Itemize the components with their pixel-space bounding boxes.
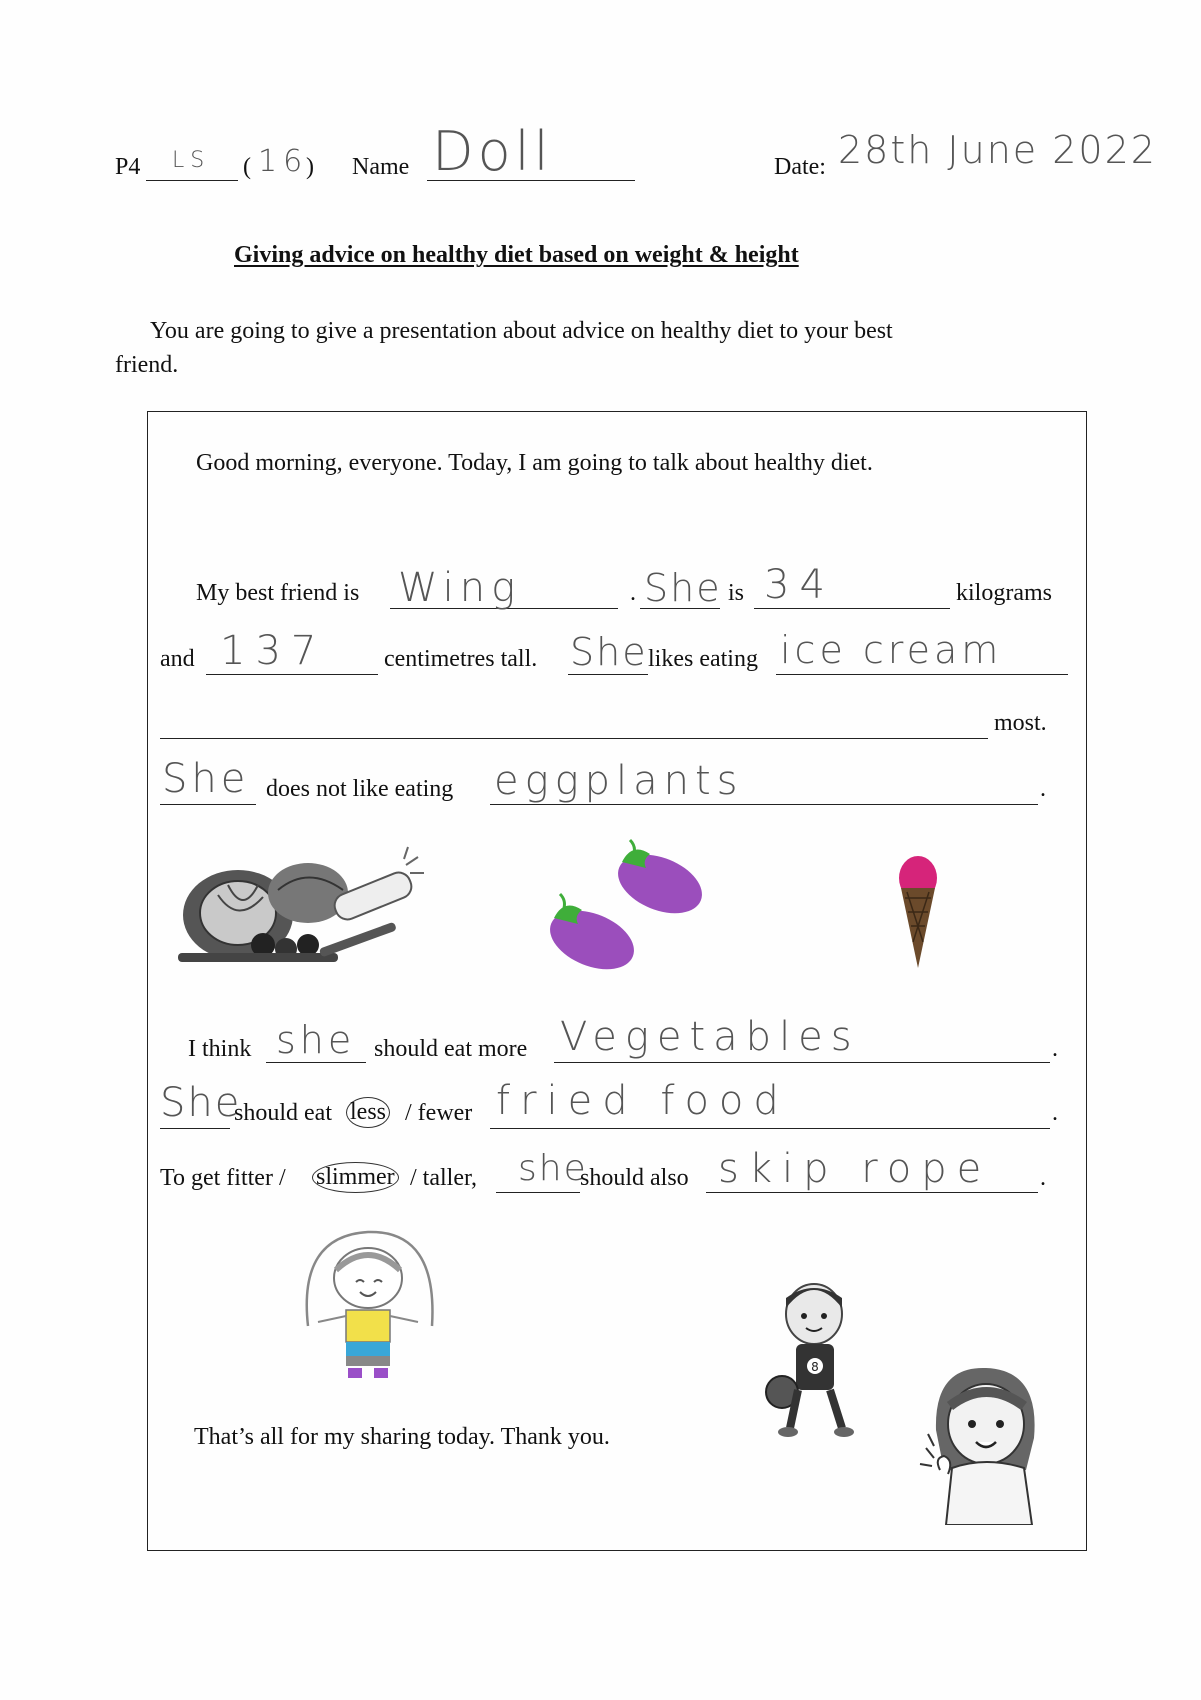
activity-value: skip rope — [718, 1146, 992, 1192]
pronoun-4: She — [162, 756, 250, 802]
eat-more-food: Vegetables — [560, 1014, 860, 1060]
friend-name: Wing — [398, 565, 522, 611]
should-also-label: should also — [580, 1165, 689, 1191]
closing-text: That’s all for my sharing today. Thank you. — [194, 1424, 610, 1450]
taller-option: / taller, — [410, 1165, 478, 1191]
instructions: You are going to give a presentation about advice on healthy diet to your best — [150, 318, 893, 344]
l4-dot: . — [1040, 776, 1046, 802]
disliked-food: eggplants — [494, 758, 744, 804]
pronoun-2: She — [570, 630, 648, 674]
eat-less-label: should eat — [234, 1100, 332, 1126]
eggplant-drawing — [530, 832, 710, 982]
dislike-line — [490, 804, 1038, 805]
worksheet-title: Giving advice on healthy diet based on weight & height — [234, 242, 799, 268]
pronoun-line-6 — [160, 1128, 230, 1129]
most-label: most. — [994, 710, 1047, 736]
pronoun-7: she — [518, 1148, 588, 1189]
close-paren: ) — [306, 154, 314, 180]
svg-text:8: 8 — [811, 1360, 819, 1374]
class-number: 16 — [258, 144, 309, 179]
likes-line — [776, 674, 1068, 675]
class-value: LS — [172, 148, 211, 173]
name-value: Doll — [432, 120, 553, 183]
l6-dot: . — [1052, 1100, 1058, 1126]
l5-dot: . — [1052, 1036, 1058, 1062]
think-label: I think — [188, 1036, 252, 1062]
l1-dot: . — [630, 580, 636, 606]
greeting: Good morning, everyone. Today, I am going to talk about healthy diet. — [196, 450, 873, 476]
centimetres-label: centimetres tall. — [384, 646, 538, 672]
name-label: Name — [352, 154, 410, 180]
fewer-option: / fewer — [405, 1100, 473, 1126]
girl-pointing-illustration — [906, 1360, 1046, 1525]
likes-line-cont — [160, 738, 988, 739]
pronoun-line-5 — [266, 1062, 366, 1063]
pronoun-line-2 — [568, 674, 648, 675]
open-paren: ( — [243, 154, 251, 180]
fitter-label: To get fitter / — [160, 1165, 286, 1191]
weight-value: 34 — [764, 562, 835, 608]
kilograms-label: kilograms — [956, 580, 1052, 606]
date-value: 28th June 2022 — [838, 128, 1157, 172]
class-line — [146, 180, 238, 181]
likes-label: likes eating — [648, 646, 758, 672]
pronoun-1: She — [644, 566, 722, 610]
instructions-cont: friend. — [115, 352, 179, 378]
vegetables-illustration — [168, 845, 448, 970]
and-label: and — [160, 646, 195, 672]
height-value: 137 — [220, 628, 327, 674]
date-label: Date: — [774, 154, 826, 180]
less-option: less — [346, 1097, 390, 1128]
eat-more-label: should eat more — [374, 1036, 528, 1062]
l7-dot: . — [1040, 1165, 1046, 1191]
weight-line — [754, 608, 950, 609]
ice-cream-drawing — [893, 852, 943, 972]
is-label: is — [728, 580, 745, 606]
activity-line — [706, 1192, 1038, 1193]
class-label: P4 — [115, 154, 141, 180]
pronoun-6: She — [160, 1080, 242, 1126]
best-friend-label: My best friend is — [196, 580, 360, 606]
slimmer-option: slimmer — [312, 1162, 399, 1193]
height-line — [206, 674, 378, 675]
dislike-label: does not like eating — [266, 776, 454, 802]
eat-less-line — [490, 1128, 1050, 1129]
girl-skipping-rope-drawing — [288, 1226, 458, 1386]
eat-more-line — [554, 1062, 1050, 1063]
pronoun-line-4 — [160, 804, 256, 805]
liked-food: ice cream — [780, 628, 1003, 672]
pronoun-5: she — [276, 1018, 356, 1062]
eat-less-food: fried food — [496, 1078, 789, 1124]
pronoun-line-7 — [496, 1192, 580, 1193]
boy-basketball-illustration — [758, 1278, 868, 1440]
